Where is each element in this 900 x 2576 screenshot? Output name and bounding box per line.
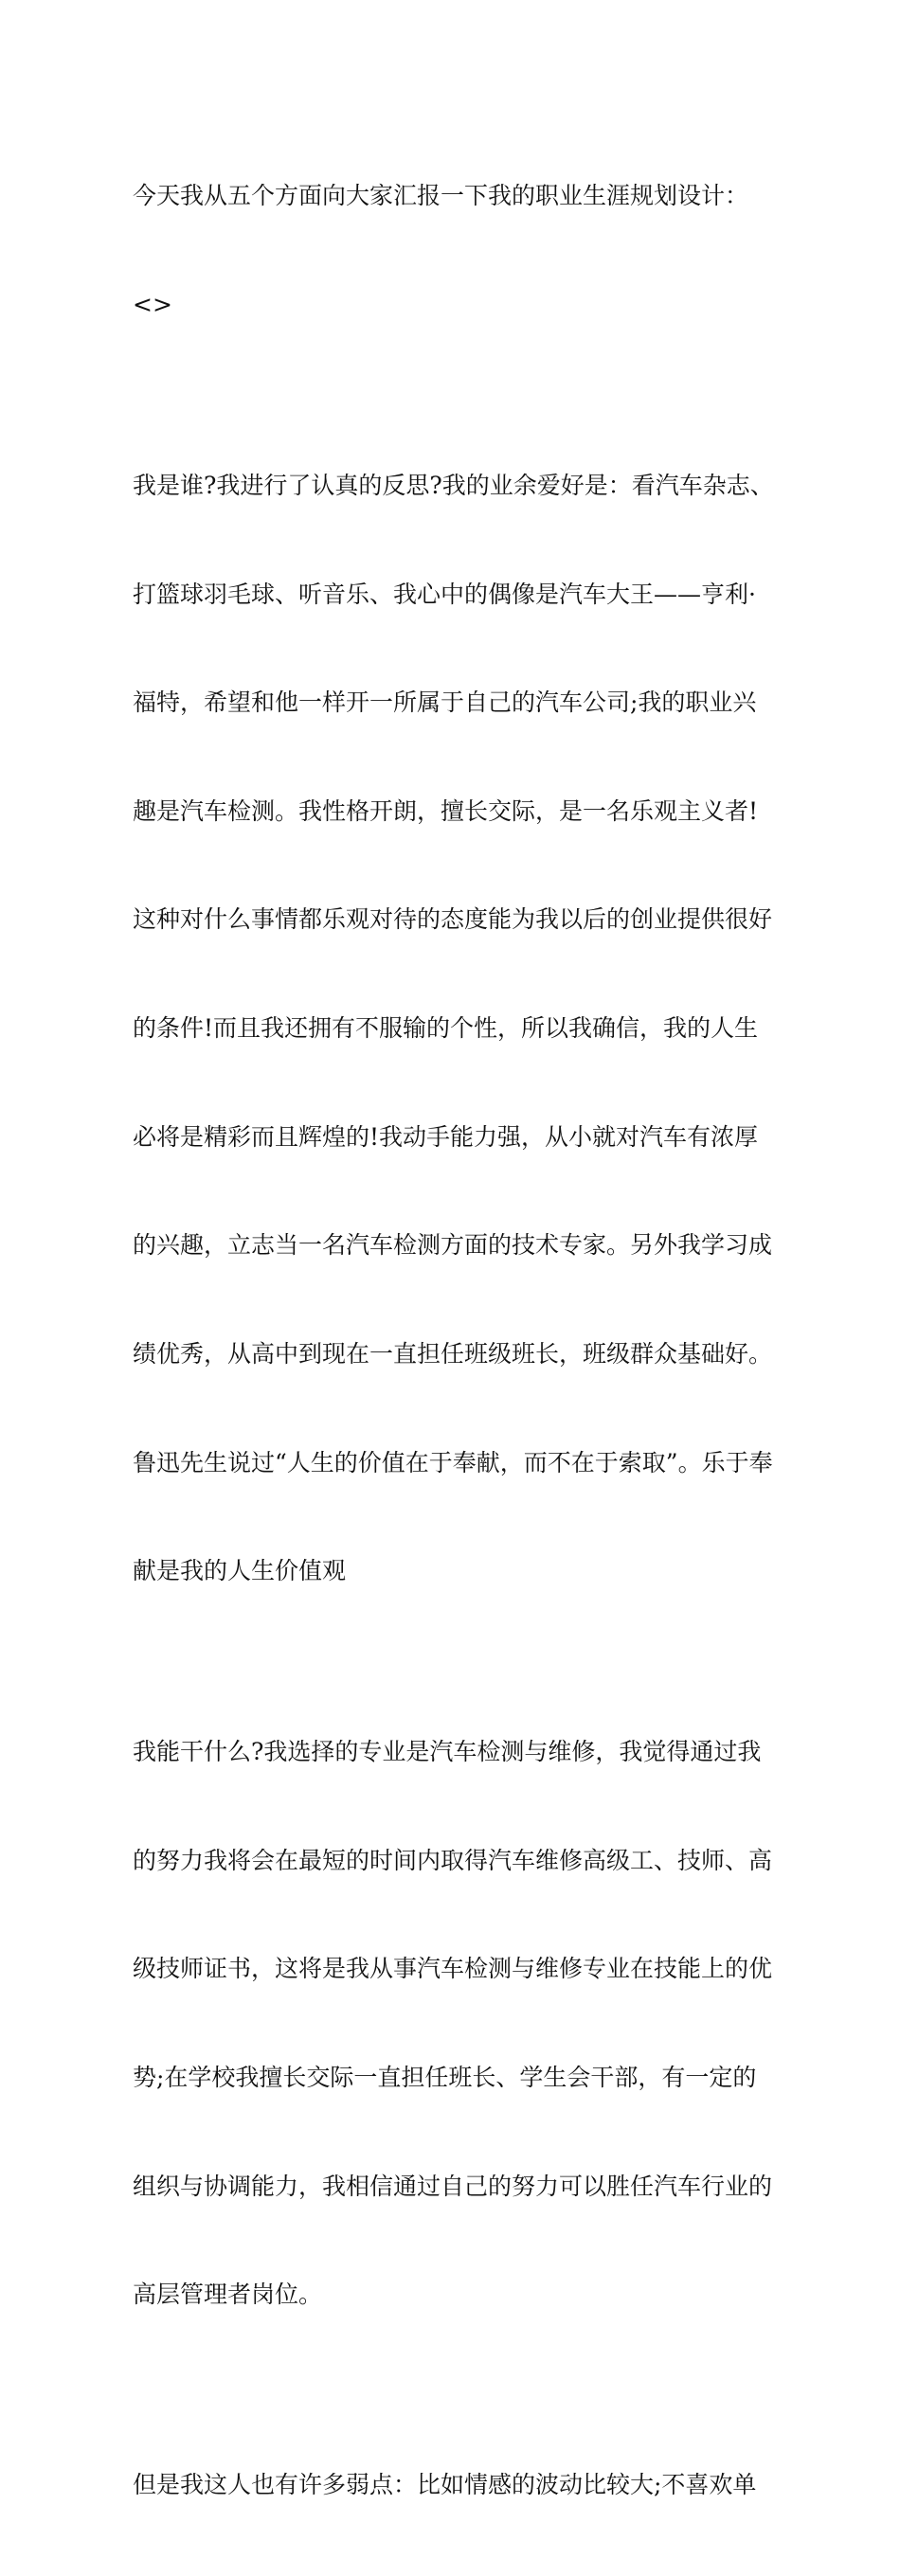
text-line: 这种对什么事情都乐观对待的态度能为我以后的创业提供很好 (133, 905, 773, 934)
paragraph-weaknesses (133, 2395, 786, 2576)
text-line: 高层管理者岗位。 (133, 2281, 323, 2309)
text-line: 打篮球羽毛球、听音乐、我心中的偶像是汽车大王——亨利· (133, 580, 756, 608)
paragraph-introduction (133, 106, 786, 396)
text-line: 的努力我将会在最短的时间内取得汽车维修高级工、技师、高 (133, 1846, 773, 1874)
text-line: 组织与协调能力，我相信通过自己的努力可以胜任汽车行业的 (133, 2172, 773, 2200)
text-line: 的兴趣，立志当一名汽车检测方面的技术专家。另外我学习成 (133, 1231, 773, 1260)
document-body (133, 106, 786, 2576)
text-line: 我是谁?我进行了认真的反思?我的业余爱好是：看汽车杂志、 (133, 472, 774, 500)
paragraph-what-can-i-do (133, 1662, 786, 2386)
text-line: 今天我从五个方面向大家汇报一下我的职业生涯规划设计： (133, 182, 749, 210)
text-line: 献是我的人生价值观 (133, 1557, 347, 1585)
text-line: 必将是精彩而且辉煌的!我动手能力强，从小就对汽车有浓厚 (133, 1122, 759, 1151)
text-line: 鲁迅先生说过“人生的价值在于奉献，而不在于索取”。乐于奉 (133, 1448, 773, 1476)
paragraph-who-am-i (133, 396, 786, 1662)
text-line: 趣是汽车检测。我性格开朗，擅长交际，是一名乐观主义者! (133, 796, 759, 825)
paragraph-gap (133, 2386, 786, 2395)
text-line: 级技师证书，这将是我从事汽车检测与维修专业在技能上的优 (133, 1955, 773, 1983)
text-line: 绩优秀，从高中到现在一直担任班级班长，班级群众基础好。 (133, 1339, 773, 1368)
text-line: <> (133, 291, 172, 319)
text-line: 但是我这人也有许多弱点：比如情感的波动比较大;不喜欢单 (133, 2471, 757, 2499)
text-line: 我能干什么?我选择的专业是汽车检测与维修，我觉得通过我 (133, 1738, 762, 1766)
text-line: 福特，希望和他一样开一所属于自己的汽车公司;我的职业兴 (133, 689, 757, 717)
text-line: 的条件!而且我还拥有不服输的个性，所以我确信，我的人生 (133, 1014, 759, 1043)
text-line: 势;在学校我擅长交际一直担任班长、学生会干部，有一定的 (133, 2063, 757, 2091)
